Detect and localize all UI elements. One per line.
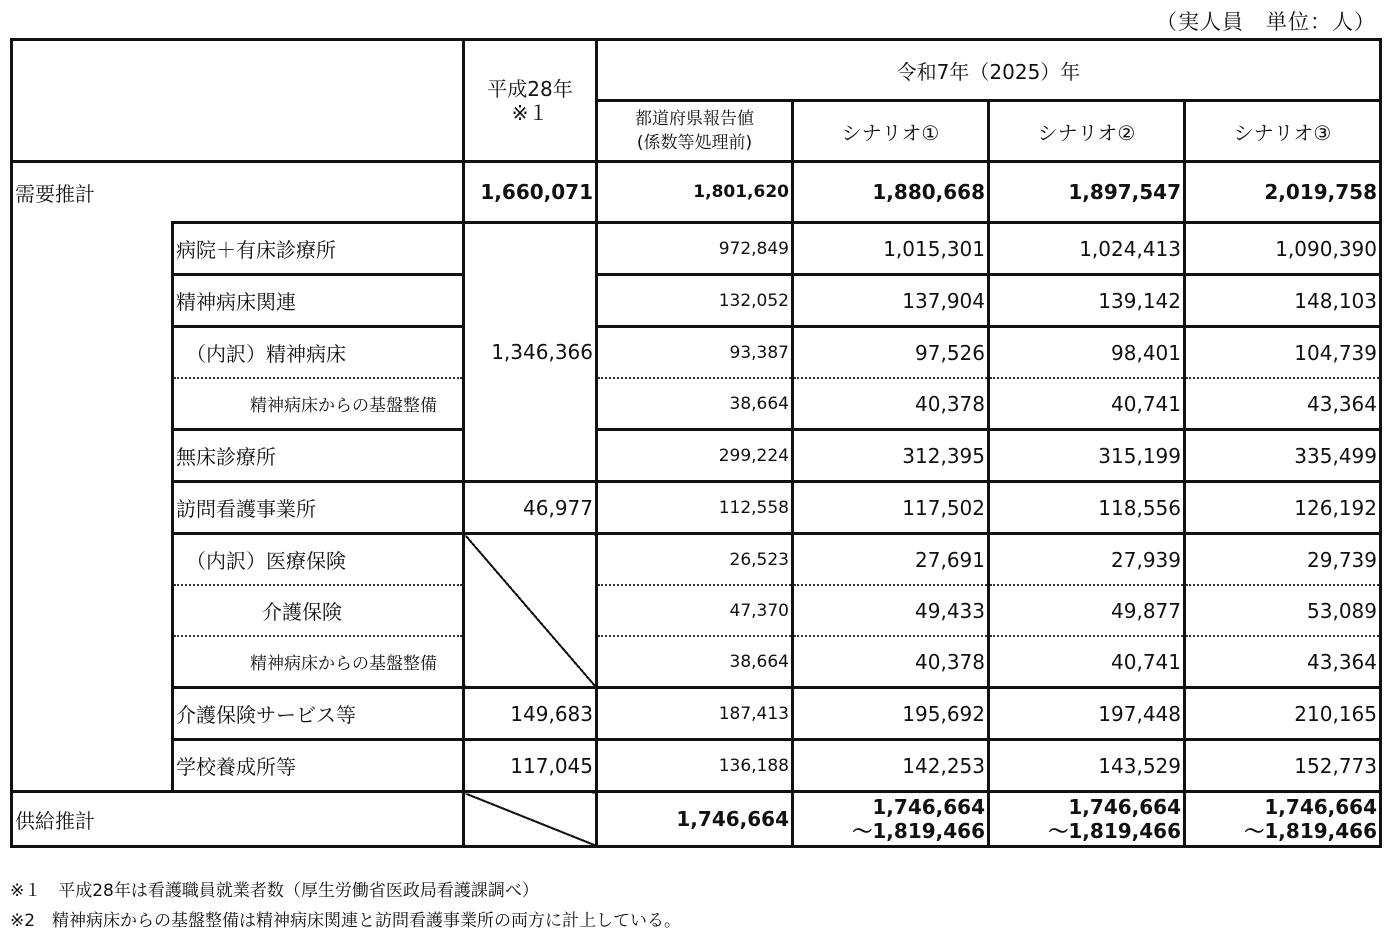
cell-scenario-2: 315,199: [989, 430, 1185, 482]
cell-scenario-3: 126,192: [1185, 482, 1381, 534]
cell-scenario-2: 40,741: [989, 636, 1185, 688]
cell-scenario-1: 142,253: [793, 740, 989, 792]
table-row: [12, 430, 1381, 482]
cell-h28: 149,683: [464, 688, 597, 740]
row-label: 供給推計: [12, 792, 464, 847]
row-label: 介護保険サービス等: [173, 688, 464, 740]
cell-scenario-2: 1,897,547: [989, 162, 1185, 223]
header-r7: 令和7年（2025）年: [597, 40, 1381, 101]
table-row: [12, 275, 1381, 327]
table-row: [12, 792, 1381, 847]
indent-spacer: [12, 223, 173, 792]
cell-scenario-1: 137,904: [793, 275, 989, 327]
cell-scenario-3: 2,019,758: [1185, 162, 1381, 223]
row-label: 学校養成所等: [173, 740, 464, 792]
table-row: [12, 482, 1381, 534]
row-label: 精神病床からの基盤整備: [173, 636, 464, 688]
range-high: ～1,819,466: [852, 819, 985, 843]
table-row: [12, 162, 1381, 223]
cell-h28: 1,660,071: [464, 162, 597, 223]
row-label: 訪問看護事業所: [173, 482, 464, 534]
range-low: 1,746,664: [1068, 795, 1181, 819]
cell-scenario-3: 104,739: [1185, 327, 1381, 379]
corner-cell: [12, 40, 464, 162]
table-row: [12, 223, 1381, 275]
cell-scenario-1: 40,378: [793, 378, 989, 430]
row-label: （内訳）精神病床: [173, 327, 464, 379]
cell-scenario-1: 312,395: [793, 430, 989, 482]
table-row: [12, 327, 1381, 379]
cell-scenario-1: 1,015,301: [793, 223, 989, 275]
cell-prefecture: 38,664: [597, 378, 793, 430]
unit-label: （実人員 単位：人）: [1156, 10, 1376, 34]
cell-prefecture: 93,387: [597, 327, 793, 379]
cell-scenario-3: 210,165: [1185, 688, 1381, 740]
header-prefecture-note: (係数等処理前): [636, 133, 753, 153]
header-scenario-1: シナリオ①: [793, 101, 989, 162]
row-label: 無床診療所: [173, 430, 464, 482]
cell-scenario-3: 43,364: [1185, 378, 1381, 430]
cell-prefecture: 132,052: [597, 275, 793, 327]
cell-scenario-2: 98,401: [989, 327, 1185, 379]
cell-scenario-2: 40,741: [989, 378, 1185, 430]
cell-scenario-1: 195,692: [793, 688, 989, 740]
table-row: [12, 740, 1381, 792]
row-label: （内訳）医療保険: [173, 534, 464, 586]
cell-scenario-3: 335,499: [1185, 430, 1381, 482]
cell-scenario-2: [989, 792, 1185, 847]
cell-h28-merged: 1,346,366: [464, 223, 597, 482]
cell-scenario-1: 40,378: [793, 636, 989, 688]
cell-prefecture: 136,188: [597, 740, 793, 792]
cell-scenario-2: 118,556: [989, 482, 1185, 534]
diagonal-empty-cell: [464, 792, 597, 847]
header-h28-label: 平成28年: [487, 76, 573, 101]
header-scenario-3: シナリオ③: [1185, 101, 1381, 162]
cell-scenario-2: 27,939: [989, 534, 1185, 586]
cell-prefecture: 1,801,620: [597, 162, 793, 223]
cell-scenario-2: 143,529: [989, 740, 1185, 792]
header-prefecture: [597, 101, 793, 162]
cell-h28: 117,045: [464, 740, 597, 792]
row-label: 需要推計: [12, 162, 464, 223]
table-row: [12, 378, 1381, 430]
row-label: 病院＋有床診療所: [173, 223, 464, 275]
footnote-2: ※2 精神病床からの基盤整備は精神病床関連と訪問看護事業所の両方に計上している。: [10, 911, 682, 931]
row-label: 精神病床関連: [173, 275, 464, 327]
cell-scenario-1: 97,526: [793, 327, 989, 379]
row-label: 精神病床からの基盤整備: [173, 378, 464, 430]
header-h28: [464, 40, 597, 162]
cell-prefecture: 38,664: [597, 636, 793, 688]
cell-prefecture: 972,849: [597, 223, 793, 275]
table-row: [12, 585, 1381, 636]
table-row: [12, 534, 1381, 586]
footnote-1: ※１ 平成28年は看護職員就業者数（厚生労働省医政局看護課調べ）: [10, 881, 539, 901]
range-low: 1,746,664: [1264, 795, 1377, 819]
cell-scenario-1: 27,691: [793, 534, 989, 586]
cell-scenario-1: 49,433: [793, 585, 989, 636]
cell-prefecture: 112,558: [597, 482, 793, 534]
cell-scenario-1: 117,502: [793, 482, 989, 534]
table-row: [12, 688, 1381, 740]
cell-h28: 46,977: [464, 482, 597, 534]
diagonal-empty-cell: [464, 534, 597, 688]
range-high: ～1,819,466: [1048, 819, 1181, 843]
cell-scenario-2: 49,877: [989, 585, 1185, 636]
cell-scenario-1: [793, 792, 989, 847]
header-h28-note: ※１: [511, 100, 549, 125]
cell-scenario-2: 197,448: [989, 688, 1185, 740]
cell-prefecture: 299,224: [597, 430, 793, 482]
cell-prefecture: 187,413: [597, 688, 793, 740]
cell-scenario-3: 1,090,390: [1185, 223, 1381, 275]
header-scenario-2: シナリオ②: [989, 101, 1185, 162]
cell-prefecture: 26,523: [597, 534, 793, 586]
cell-prefecture: 1,746,664: [597, 792, 793, 847]
row-label: 介護保険: [173, 585, 464, 636]
cell-scenario-3: 29,739: [1185, 534, 1381, 586]
cell-scenario-3: [1185, 792, 1381, 847]
range-high: ～1,819,466: [1244, 819, 1377, 843]
cell-scenario-2: 1,024,413: [989, 223, 1185, 275]
range-low: 1,746,664: [872, 795, 985, 819]
cell-scenario-3: 148,103: [1185, 275, 1381, 327]
cell-scenario-2: 139,142: [989, 275, 1185, 327]
cell-scenario-1: 1,880,668: [793, 162, 989, 223]
cell-prefecture: 47,370: [597, 585, 793, 636]
cell-scenario-3: 152,773: [1185, 740, 1381, 792]
header-prefecture-label: 都道府県報告値: [635, 109, 754, 129]
table-row: [12, 636, 1381, 688]
cell-scenario-3: 53,089: [1185, 585, 1381, 636]
cell-scenario-3: 43,364: [1185, 636, 1381, 688]
nursing-demand-supply-table: [10, 38, 1382, 848]
